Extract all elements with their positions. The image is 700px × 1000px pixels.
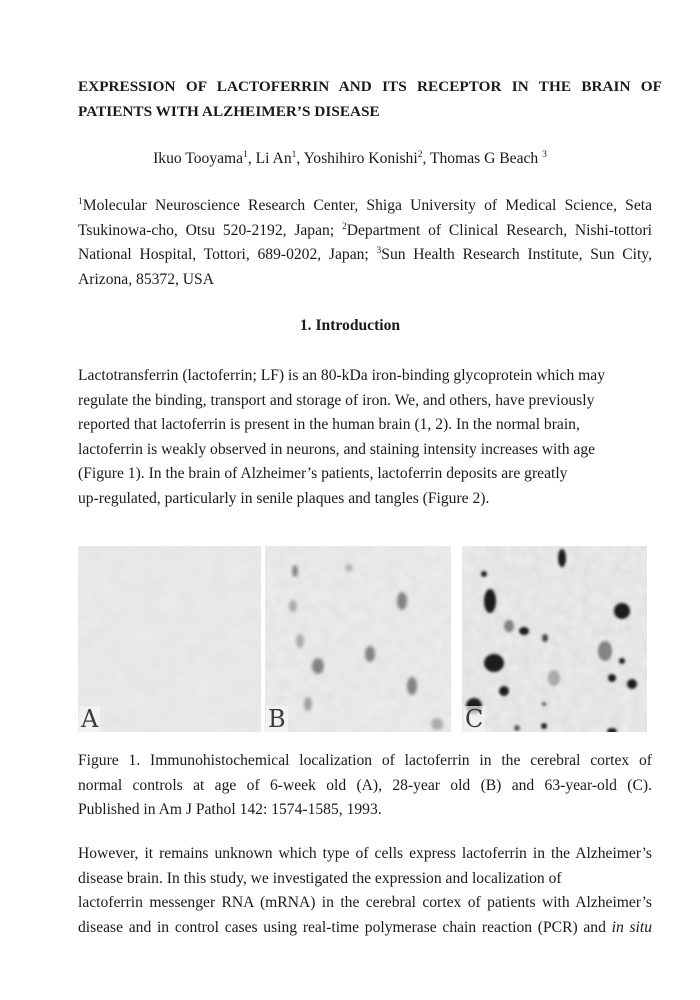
text-line: lactoferrin is weakly observed in neurons, and staining intensity increases with age [78,440,596,458]
intro-paragraph [78,364,658,511]
panel-label: A [81,705,99,732]
micrograph-a [78,546,261,732]
text-line [78,916,652,941]
micrograph-c [462,546,647,732]
text-line: regulate the binding, transport and storage of iron. We, and others, have previously [78,391,595,409]
panel-label: C [465,705,484,732]
author-name: Yoshihiro Konishi [303,150,418,167]
text-line: disease brain. In this study, we investigated the expression and localization of [78,869,562,887]
text-line: reported that lactoferrin is present in the human brain (1, 2). In the normal brain, [78,416,580,433]
text-line: Lactotransferrin (lactoferrin; LF) is an 80-kDa iron-binding glycoprotein which may [78,367,605,384]
caption-line: normal controls at age of 6-week old (A), 28-year old (B) and 63-year-old (C). [78,776,652,794]
affiliation-mark: 1 [291,150,297,160]
text-line: (Figure 1). In the brain of Alzheimer’s patients, lactoferrin deposits are greatly [78,465,568,482]
affiliation-mark: 1 [243,150,248,160]
text-line: However, it remains unknown which type of cells express lactoferrin in the Alzheimer’s [78,845,652,862]
text-line: lactoferrin messenger RNA (mRNA) in the cerebral cortex of patients with Alzheimer’s [78,894,652,911]
italic-term: in situ [611,918,652,936]
author-name: Li An [255,150,292,167]
affiliations [78,194,652,292]
affiliation-mark: 3 [542,150,547,160]
caption-line: Figure 1. Immunohistochemical localization of lactoferrin in the cerebral cortex of [78,752,652,769]
affiliation-mark: 2 [341,221,347,232]
author-name: Thomas G Beach [429,150,539,167]
figure-panel-b [265,546,451,732]
caption-line: Published in Am J Pathol 142: 1574-1585, 1993. [78,801,382,818]
author-name: Ikuo Tooyama [153,150,244,167]
text-segment: disease and in control cases using real-time polymerase chain reaction (PCR) and [78,918,606,936]
micrograph-b [265,546,451,732]
paper-title: EXPRESSION OF LACTOFERRIN AND ITS RECEPTOR IN THE BRAIN OF PATIENTS WITH ALZHEIMER’S DISEASE [78,78,662,120]
text-line: up-regulated, particularly in senile plaques and tangles (Figure 2). [78,489,490,507]
section-heading: 1. Introduction [299,317,401,334]
affiliation-mark: 1 [78,197,83,207]
figure-caption [78,749,652,823]
author-list: Ikuo Tooyama$^1$, Li An$^1$, Yoshihiro Konishi$^2$, Thomas G Beach $^3$ [153,150,547,167]
affiliation-mark: 2 [417,150,423,160]
second-paragraph [78,842,652,940]
affiliation-3: Sun Health Research Institute, Sun City, Arizona, 85372, USA [78,246,652,288]
affiliation-2: Department of Clinical Research, Nishi-tottori National Hospital, Tottori, 689-0202, Japan; [78,221,652,263]
figure-panel-a [78,546,261,732]
panel-label: B [268,705,286,732]
affiliation-1: Molecular Neuroscience Research Center, Shiga University of Medical Science, Seta Tsukinowa-cho, Otsu 520-2192, Japan; [78,197,652,239]
affiliation-mark: 3 [376,246,382,256]
figure-panel-c [462,546,647,732]
